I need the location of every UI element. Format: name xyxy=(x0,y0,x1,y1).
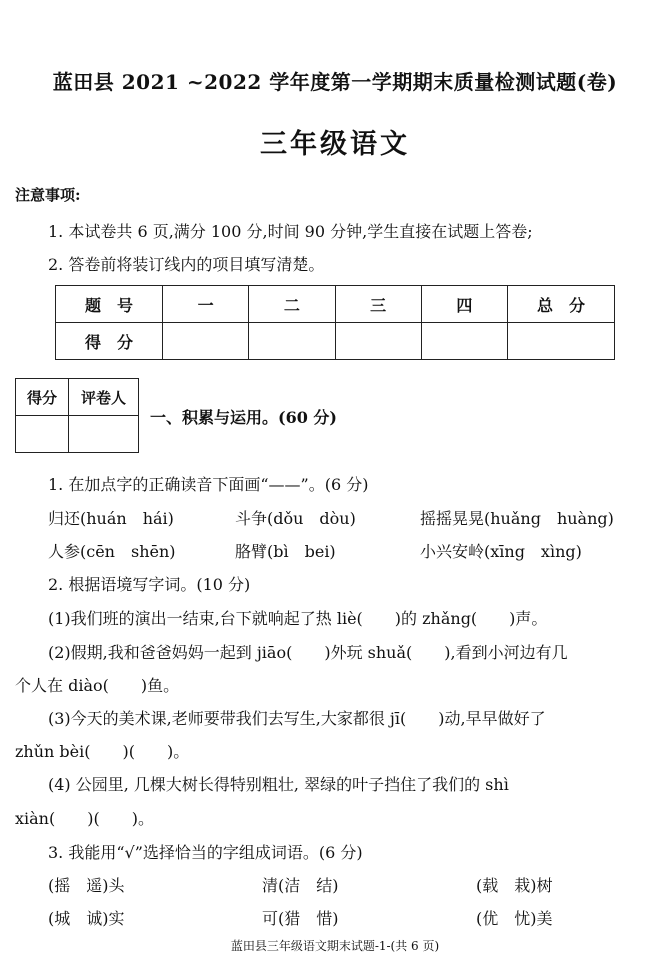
page-footer: 蓝田县三年级语文期末试题-1-(共 6 页) xyxy=(230,939,440,953)
grader-score-label: 得分 xyxy=(16,379,69,416)
grader-name-cell[interactable] xyxy=(69,416,139,453)
score-input-cell[interactable] xyxy=(163,323,249,360)
pinyin-option[interactable]: 斗争(dǒu dòu) xyxy=(235,509,356,528)
exam-title: 蓝田县 2021 ~2022 学年度第一学期期末质量检测试题(卷) xyxy=(52,70,618,94)
score-table-header-row xyxy=(56,286,615,323)
word-choice[interactable]: (摇 遥)头 xyxy=(48,876,125,895)
score-table-cell: 一 xyxy=(163,286,249,323)
score-table xyxy=(55,285,615,360)
word-choice[interactable]: (载 栽)树 xyxy=(476,876,553,895)
fill-line[interactable]: (1)我们班的演出一结束,台下就响起了热 liè( )的 zhǎng( )声。 xyxy=(48,609,548,628)
subject-title: 三年级语文 xyxy=(260,129,410,160)
pinyin-option[interactable]: 归还(huán hái) xyxy=(48,509,174,528)
pinyin-option[interactable]: 小兴安岭(xīng xìng) xyxy=(420,542,582,561)
notice-item: 1. 本试卷共 6 页,满分 100 分,时间 90 分钟,学生直接在试题上答卷; xyxy=(48,222,533,241)
score-table-cell: 四 xyxy=(421,286,507,323)
notice-item: 2. 答卷前将装订线内的项目填写清楚。 xyxy=(48,255,325,274)
fill-line[interactable]: (2)假期,我和爸爸妈妈一起到 jiāo( )外玩 shuǎ( ),看到小河边有几 xyxy=(48,643,568,662)
word-choice[interactable]: (城 诚)实 xyxy=(48,909,125,928)
fill-line[interactable]: zhǔn bèi( )( )。 xyxy=(15,742,190,761)
notice-heading: 注意事项: xyxy=(15,186,81,204)
grader-name-label: 评卷人 xyxy=(69,379,139,416)
fill-line[interactable]: xiàn( )( )。 xyxy=(15,809,154,828)
grader-score-cell[interactable] xyxy=(16,416,69,453)
score-table-cell: 总 分 xyxy=(508,286,615,323)
pinyin-option[interactable]: 摇摇晃晃(huǎng huàng) xyxy=(420,509,614,528)
word-choice[interactable]: 清(洁 结) xyxy=(262,876,339,895)
question-title: 3. 我能用“√”选择恰当的字组成词语。(6 分) xyxy=(48,843,363,862)
score-input-cell[interactable] xyxy=(508,323,615,360)
score-input-cell[interactable] xyxy=(421,323,507,360)
fill-line[interactable]: (3)今天的美术课,老师要带我们去写生,大家都很 jī( )动,早早做好了 xyxy=(48,709,546,728)
question-title: 1. 在加点字的正确读音下面画“——”。(6 分) xyxy=(48,475,369,494)
score-table-cell: 题 号 xyxy=(56,286,163,323)
pinyin-option[interactable]: 人参(cēn shēn) xyxy=(48,542,176,561)
score-table-cell: 三 xyxy=(335,286,421,323)
fill-line[interactable]: (4) 公园里, 几棵大树长得特别粗壮, 翠绿的叶子挡住了我们的 shì xyxy=(48,775,509,794)
word-choice[interactable]: (优 忧)美 xyxy=(476,909,553,928)
grader-box xyxy=(15,378,139,453)
score-input-cell[interactable] xyxy=(249,323,335,360)
score-table-score-row xyxy=(56,323,615,360)
question-title: 2. 根据语境写字词。(10 分) xyxy=(48,575,251,594)
word-choice[interactable]: 可(猎 惜) xyxy=(262,909,339,928)
fill-line[interactable]: 个人在 diào( )鱼。 xyxy=(15,676,180,695)
section-title: 一、积累与运用。(60 分) xyxy=(150,408,337,427)
score-table-cell: 二 xyxy=(249,286,335,323)
pinyin-option[interactable]: 胳臂(bì bei) xyxy=(235,542,336,561)
score-table-cell: 得 分 xyxy=(56,323,163,360)
score-input-cell[interactable] xyxy=(335,323,421,360)
